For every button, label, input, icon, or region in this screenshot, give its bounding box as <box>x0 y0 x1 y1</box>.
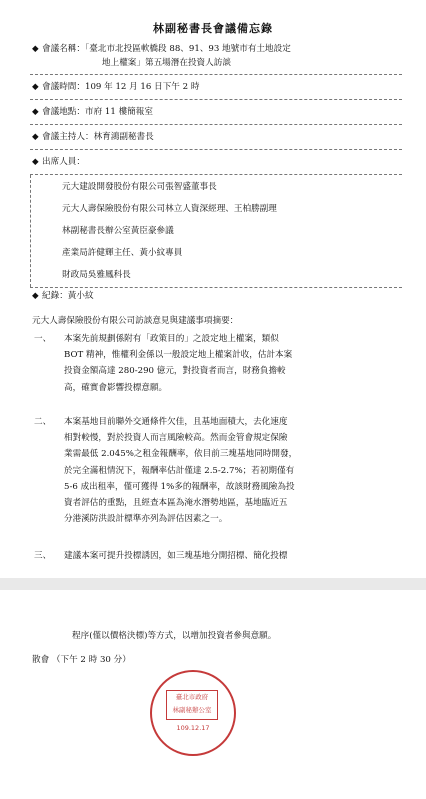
recorder-label: 紀錄： <box>42 291 68 301</box>
meeting-host-value: 林育鴻副秘書長 <box>93 132 154 142</box>
divider <box>30 149 402 150</box>
divider <box>30 174 402 175</box>
document-title: 林副秘書長會議備忘錄 <box>153 22 273 35</box>
meeting-name-label: 會議名稱： <box>42 44 85 54</box>
bullet-icon: ◆ <box>32 291 39 301</box>
meeting-place-row <box>32 106 402 119</box>
attendee-item: 產業局許健輝主任、黃小紋專員 <box>62 248 183 258</box>
item-line: 本案先前規劃係附有「政策目的」之設定地上權案，類似 <box>64 334 279 344</box>
meeting-time-value: 109 年 12 月 16 日下午 2 時 <box>84 82 200 92</box>
seal-date: 109.12.17 <box>176 724 210 732</box>
attendees-row <box>32 156 402 169</box>
meeting-host-row <box>32 131 402 144</box>
bullet-icon: ◆ <box>32 44 39 54</box>
attendees-box-border <box>30 175 31 287</box>
seal-line: 林副秘辦公室 <box>172 706 212 714</box>
item-text <box>64 414 404 527</box>
attendee-item: 財政局吳雅鳳科長 <box>62 270 131 280</box>
item-line: 高，確實會影響投標意願。 <box>64 382 168 393</box>
seal-line: 臺北市政府 <box>175 693 209 701</box>
meeting-host-label: 會議主持人： <box>42 132 94 142</box>
divider <box>30 287 402 288</box>
summary-intro: 元大人壽保險股份有限公司訪談意見與建議事項摘要： <box>32 316 239 326</box>
meeting-adjourned: 散會 （下午 2 時 30 分） <box>32 655 131 665</box>
meeting-time-label: 會議時間： <box>42 82 85 92</box>
item-line: 業需最低 2.045%之租金報酬率，依目前三塊基地同時開發， <box>64 449 298 460</box>
seal-box <box>166 690 218 720</box>
item-line: 相對較慢，對於投資人而言風險較高。然而金管會規定保險 <box>64 433 288 444</box>
item-text <box>64 548 404 564</box>
meeting-name-line2: 地上權案」第五場潛在投資人訪談 <box>102 58 231 68</box>
item-number: 一、 <box>34 334 52 344</box>
item-line: 於完全滿租情況下，報酬率估計僅達 2.5-2.7%；若初期僅有 <box>64 465 295 476</box>
item-line: 本案基地目前聯外交通條件欠佳，且基地面積大，去化速度 <box>64 417 288 427</box>
item-3-continued: 程序(僅以價格決標)等方式，以增加投資者參與意願。 <box>72 631 277 641</box>
attendees-label: 出席人員： <box>42 157 85 167</box>
bullet-icon: ◆ <box>32 82 39 92</box>
item-line: 建議本案可提升投標誘因，如三塊基地分開招標、簡化投標 <box>64 551 288 561</box>
attendee-item: 元大建設開發股份有限公司張智盛董事長 <box>62 182 217 192</box>
meeting-place-label: 會議地點： <box>42 107 85 117</box>
item-number: 三、 <box>34 551 52 561</box>
bullet-icon: ◆ <box>32 157 39 167</box>
attendee-item: 林副秘書長辦公室黃臣豪參議 <box>62 226 174 236</box>
bullet-icon: ◆ <box>32 107 39 117</box>
bullet-icon: ◆ <box>32 132 39 142</box>
item-number: 二、 <box>34 417 52 427</box>
divider <box>30 74 402 75</box>
meeting-time-row <box>32 81 402 94</box>
divider <box>30 124 402 125</box>
item-line: 投資金額高達 280-290 億元，對投資者而言，財務負擔較 <box>64 366 286 377</box>
meeting-place-value: 市府 11 樓簡報室 <box>84 107 153 117</box>
official-seal-stamp <box>150 670 236 756</box>
recorder-row <box>32 290 402 303</box>
item-line: 5-6 成出租率，僅可獲得 1%多的報酬率，故該財務風險為投 <box>64 481 295 492</box>
recorder-value: 黃小紋 <box>67 291 94 301</box>
attendee-item: 元大人壽保險股份有限公司林立人資深經理、王柏勝副理 <box>62 204 277 214</box>
item-text <box>64 331 404 396</box>
item-line: 分港溪防洪設計標準亦列為評估因素之一。 <box>64 514 228 525</box>
item-line: 資者評估的重點，且經查本區為淹水潛勢地區，基地臨近五 <box>64 498 288 509</box>
meeting-name-line1: 「臺北市北投區軟橋段 88、91、93 地號市有土地設定 <box>84 44 291 54</box>
divider <box>30 99 402 100</box>
item-line: BOT 精神，惟權利金係以一般設定地上權案計收，估計本案 <box>64 350 293 361</box>
meeting-name-row <box>32 43 402 56</box>
